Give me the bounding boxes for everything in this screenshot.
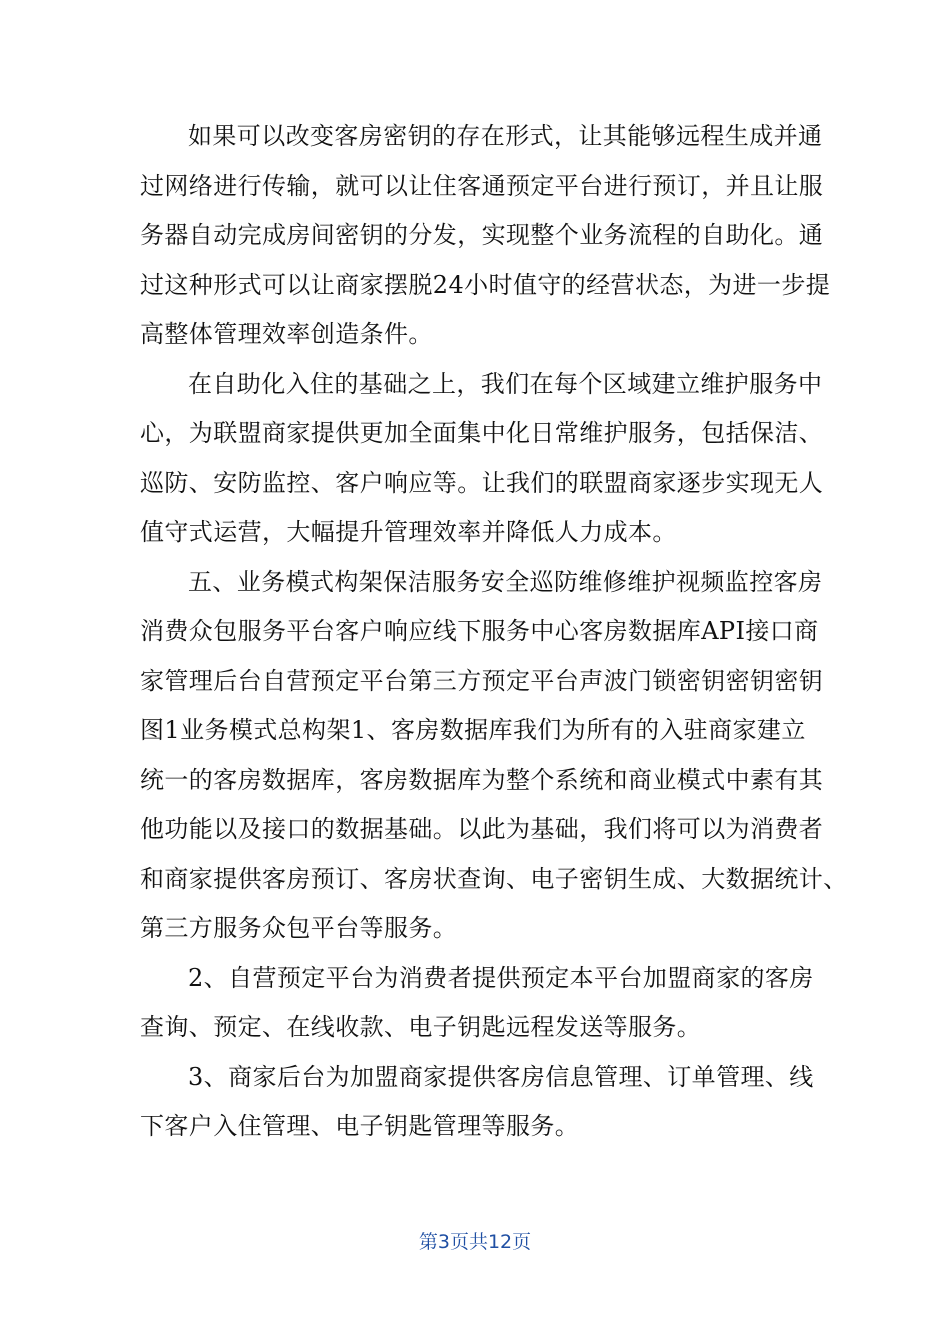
text-line: 如果可以改变客房密钥的存在形式，让其能够远程生成并通	[188, 122, 823, 150]
paragraph-3	[140, 558, 848, 954]
text-line: 消费众包服务平台客户响应线下服务中心客房数据库API接口商	[140, 617, 819, 645]
text-line: 和商家提供客房预订、客房状查询、电子密钥生成、大数据统计、	[140, 864, 848, 893]
text-line: 统一的客房数据库，客房数据库为整个系统和商业模式中素有其	[140, 765, 824, 794]
text-line: 他功能以及接口的数据基础。以此为基础，我们将可以为消费者	[140, 815, 824, 843]
paragraph-5	[140, 1053, 812, 1152]
text-line: 下客户入住管理、电子钥匙管理等服务。	[140, 1112, 580, 1140]
text-line: 务器自动完成房间密钥的分发，实现整个业务流程的自助化。通	[140, 221, 824, 249]
text-line: 五、业务模式构架保洁服务安全巡防维修维护视频监控客房	[188, 567, 823, 596]
paragraph-2	[140, 360, 824, 558]
document-body	[140, 112, 848, 1152]
paragraph-4	[140, 954, 812, 1053]
text-line: 过网络进行传输，就可以让住客通预定平台进行预订，并且让服	[140, 171, 824, 200]
text-line: 高整体管理效率创造条件。	[140, 320, 433, 348]
text-line: 查询、预定、在线收款、电子钥匙远程发送等服务。	[140, 1013, 702, 1041]
text-line: 家管理后台自营预定平台第三方预定平台声波门锁密钥密钥密钥	[140, 666, 824, 695]
page-number-footer: 第3页共12页	[418, 1231, 532, 1253]
text-line: 过这种形式可以让商家摆脱24小时值守的经营状态，为进一步提	[140, 270, 831, 299]
paragraph-1	[140, 112, 831, 360]
text-line: 心，为联盟商家提供更加全面集中化日常维护服务，包括保洁、	[140, 419, 824, 447]
text-line: 第三方服务众包平台等服务。	[140, 914, 458, 942]
text-line: 图1业务模式总构架1、客房数据库我们为所有的入驻商家建立	[140, 716, 806, 744]
text-line: 3、商家后台为加盟商家提供客房信息管理、订单管理、线	[188, 1062, 814, 1091]
text-line: 巡防、安防监控、客户响应等。让我们的联盟商家逐步实现无人	[140, 468, 824, 497]
text-line: 在自助化入住的基础之上，我们在每个区域建立维护服务中	[188, 369, 823, 398]
text-line: 2、自营预定平台为消费者提供预定本平台加盟商家的客房	[188, 963, 814, 992]
text-line: 值守式运营，大幅提升管理效率并降低人力成本。	[140, 518, 677, 546]
